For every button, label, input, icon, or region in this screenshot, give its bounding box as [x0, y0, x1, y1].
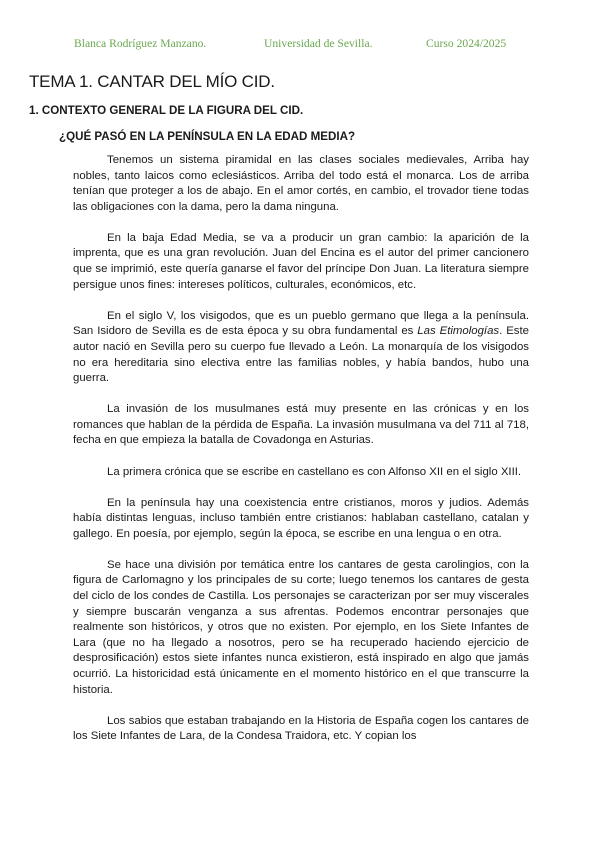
header-university: Universidad de Sevilla. [264, 37, 373, 50]
paragraph: En la baja Edad Media, se va a producir un gran cambio: la aparición de la imprenta, que es una gran revolución. Juan del Encina es el autor del primer cancionero que se imprimió, este quería ganarse el favor del príncipe Don Juan. La literatura siempre persigue unos fines: intereses políticos, culturales, económicos, etc. [73, 231, 529, 291]
book-title: Las Etimologías [417, 325, 500, 338]
paragraph: Los sabios que estaban trabajando en la Historia de España cogen los cantares de los Siete Infantes de Lara, de la Condesa Traidora, etc. Y copian los [73, 714, 529, 743]
paragraph: Se hace una división por temática entre los cantares de gesta carolingios, con la figura de Carlomagno y los principales de su corte; luego tenemos los cantares de gesta del ciclo de los condes de Castilla. Los personajes se caracterizan por ser muy viscerales y siempre buscarán venganza a sus afrentas. Podemos encontrar personajes que realmente son históricos, y otros que no existen. Por ejemplo, en los Siete Infantes de Lara (que no ha llegado a nosotros, pero se ha recuperado haciendo ejercicio de desprosificación) estos siete infantes nunca existieron, está inspirado en algo que jamás ocurrió. La historicidad está únicamente en el momento histórico en el que transcurre la historia. [73, 558, 529, 696]
document-title: TEMA 1. CANTAR DEL MÍO CID. [29, 72, 275, 91]
paragraph-text: En el siglo V, los visigodos, que es un pueblo germano que llega a la península. San Isidoro de Sevilla es de esta época y su obra fundamental es [73, 309, 529, 338]
header-course: Curso 2024/2025 [426, 37, 507, 50]
page-header [0, 37, 600, 53]
header-author: Blanca Rodríguez Manzano. [74, 37, 207, 50]
paragraph: Tenemos un sistema piramidal en las clases sociales medievales, Arriba hay nobles, tanto laicos como eclesiásticos. Arriba del todo está el monarca. Los de arriba tenían que proteger a los de abajo. En el amor cortés, en cambio, el trovador tiene todas las obligaciones con la dama, pero la dama ninguna. [73, 154, 529, 213]
paragraph: La invasión de los musulmanes está muy presente en las crónicas y en los romances que hablan de la pérdida de España. La invasión musulmana va del 711 al 718, fecha en que empieza la batalla de Covadonga en Asturias. [73, 403, 529, 447]
paragraph-text: . Este autor nació en Sevilla pero su cuerpo fue llevado a León. La monarquía de los visigodos no era hereditaria sino electiva entre las familias nobles, y había bandos, hubo una guerra. [73, 325, 529, 385]
paragraph [73, 309, 529, 387]
body-text [73, 153, 529, 760]
paragraph: La primera crónica que se escribe en castellano es con Alfonso XII en el siglo XIII. [107, 465, 522, 478]
section-heading: 1. CONTEXTO GENERAL DE LA FIGURA DEL CID. [29, 104, 304, 117]
paragraph: En la península hay una coexistencia entre cristianos, moros y judios. Además había distintas lenguas, incluso también entre cristianos: hablaban castellano, catalan y gallego. En poesía, por ejemplo, según la época, se escribe en una lengua o en otra. [73, 496, 529, 540]
subsection-heading: ¿QUÉ PASÓ EN LA PENÍNSULA EN LA EDAD MEDIA? [59, 130, 356, 143]
